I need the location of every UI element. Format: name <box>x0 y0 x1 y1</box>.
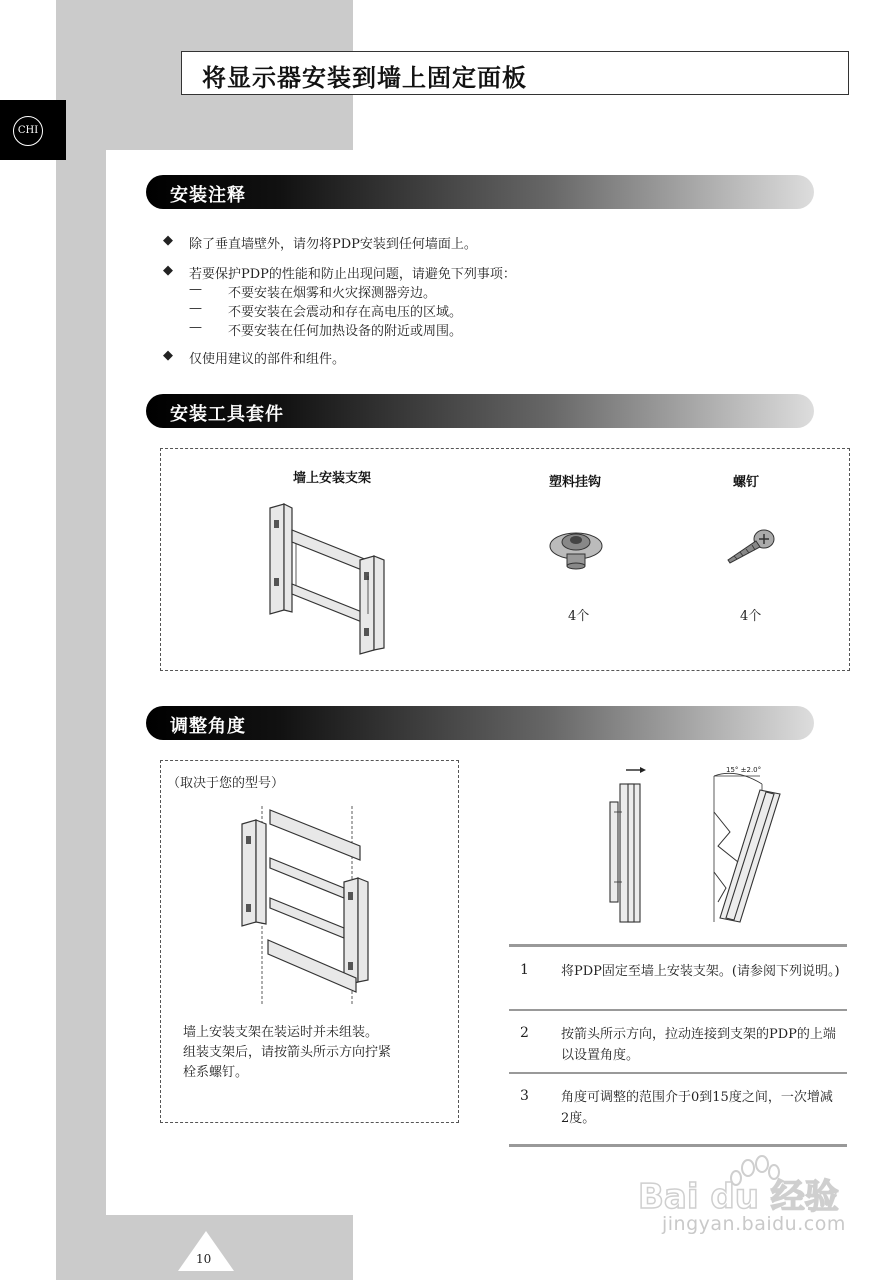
model-note: （取决于您的型号） <box>167 776 285 791</box>
language-badge: CHI <box>13 116 43 146</box>
panel-tilted-view-illustration <box>700 762 830 932</box>
step-text-1: 将PDP固定至墙上安装支架。(请参阅下列说明。) <box>561 964 840 979</box>
dash-icon: — <box>189 282 202 297</box>
section-title-kit: 安装工具套件 <box>170 404 284 425</box>
arrow-right-icon <box>640 767 646 773</box>
kit-count-screw: 4个 <box>740 609 762 624</box>
diamond-bullet-icon: ◆ <box>163 233 173 248</box>
assembly-note-line-2: 组装支架后，请按箭头所示方向拧紧 <box>183 1045 392 1060</box>
diamond-bullet-icon: ◆ <box>163 263 173 278</box>
plastic-hook-icon <box>546 522 606 572</box>
section-title-adjust: 调整角度 <box>170 716 246 737</box>
exploded-bracket-illustration <box>232 806 382 1016</box>
section-header-notes <box>146 175 814 209</box>
note-sub-item: 不要安装在会震动和存在高电压的区域。 <box>228 305 463 320</box>
left-grey-strip <box>56 0 106 1280</box>
section-title-notes: 安装注释 <box>170 185 246 206</box>
note-bullet-2: 若要保护PDP的性能和防止出现问题，请避免下列事项： <box>189 267 516 282</box>
note-bullet-1: 除了垂直墙壁外，请勿将PDP安装到任何墙面上。 <box>189 237 477 252</box>
note-bullet-3: 仅使用建议的部件和组件。 <box>189 352 346 367</box>
kit-label-screw: 螺钉 <box>733 475 760 490</box>
dash-icon: — <box>189 301 202 316</box>
step-number-2: 2 <box>520 1025 529 1041</box>
section-header-adjust <box>146 706 814 740</box>
baidu-watermark-logo <box>636 1150 856 1250</box>
step-number-1: 1 <box>520 962 529 978</box>
assembly-note-line-1: 墙上安装支架在装运时并未组装。 <box>183 1025 379 1040</box>
screw-icon <box>724 525 778 567</box>
watermark-brand: Bai du 经验 <box>638 1177 839 1217</box>
step-text-3: 角度可调整的范围介于0到15度之间，一次增减2度。 <box>561 1090 833 1126</box>
page-title-box <box>181 51 849 95</box>
step-divider-top <box>509 944 847 947</box>
step-text-2: 按箭头所示方向，拉动连接到支架的PDP的上端以设置角度。 <box>561 1027 836 1063</box>
note-sub-item: 不要安装在任何加热设备的附近或周围。 <box>228 324 463 339</box>
section-header-kit <box>146 394 814 428</box>
kit-label-bracket: 墙上安装支架 <box>293 471 372 486</box>
assembly-note-line-3: 栓系螺钉。 <box>183 1065 249 1080</box>
watermark-url: jingyan.baidu.com <box>662 1213 846 1235</box>
wall-bracket-illustration <box>262 500 392 660</box>
step-number-3: 3 <box>520 1088 529 1104</box>
dash-icon: — <box>189 320 202 335</box>
panel-side-view-illustration <box>600 762 690 932</box>
angle-label: 15° ±2.0° <box>726 766 762 774</box>
kit-label-hook: 塑料挂钩 <box>549 475 602 490</box>
step-divider <box>509 1072 847 1074</box>
page-title: 将显示器安装到墙上固定面板 <box>202 63 527 92</box>
kit-count-hook: 4个 <box>568 609 590 624</box>
step-divider-bottom <box>509 1144 847 1147</box>
note-sub-item: 不要安装在烟雾和火灾探测器旁边。 <box>228 286 437 301</box>
step-divider <box>509 1009 847 1011</box>
diamond-bullet-icon: ◆ <box>163 348 173 363</box>
page-number: 10 <box>196 1252 212 1266</box>
